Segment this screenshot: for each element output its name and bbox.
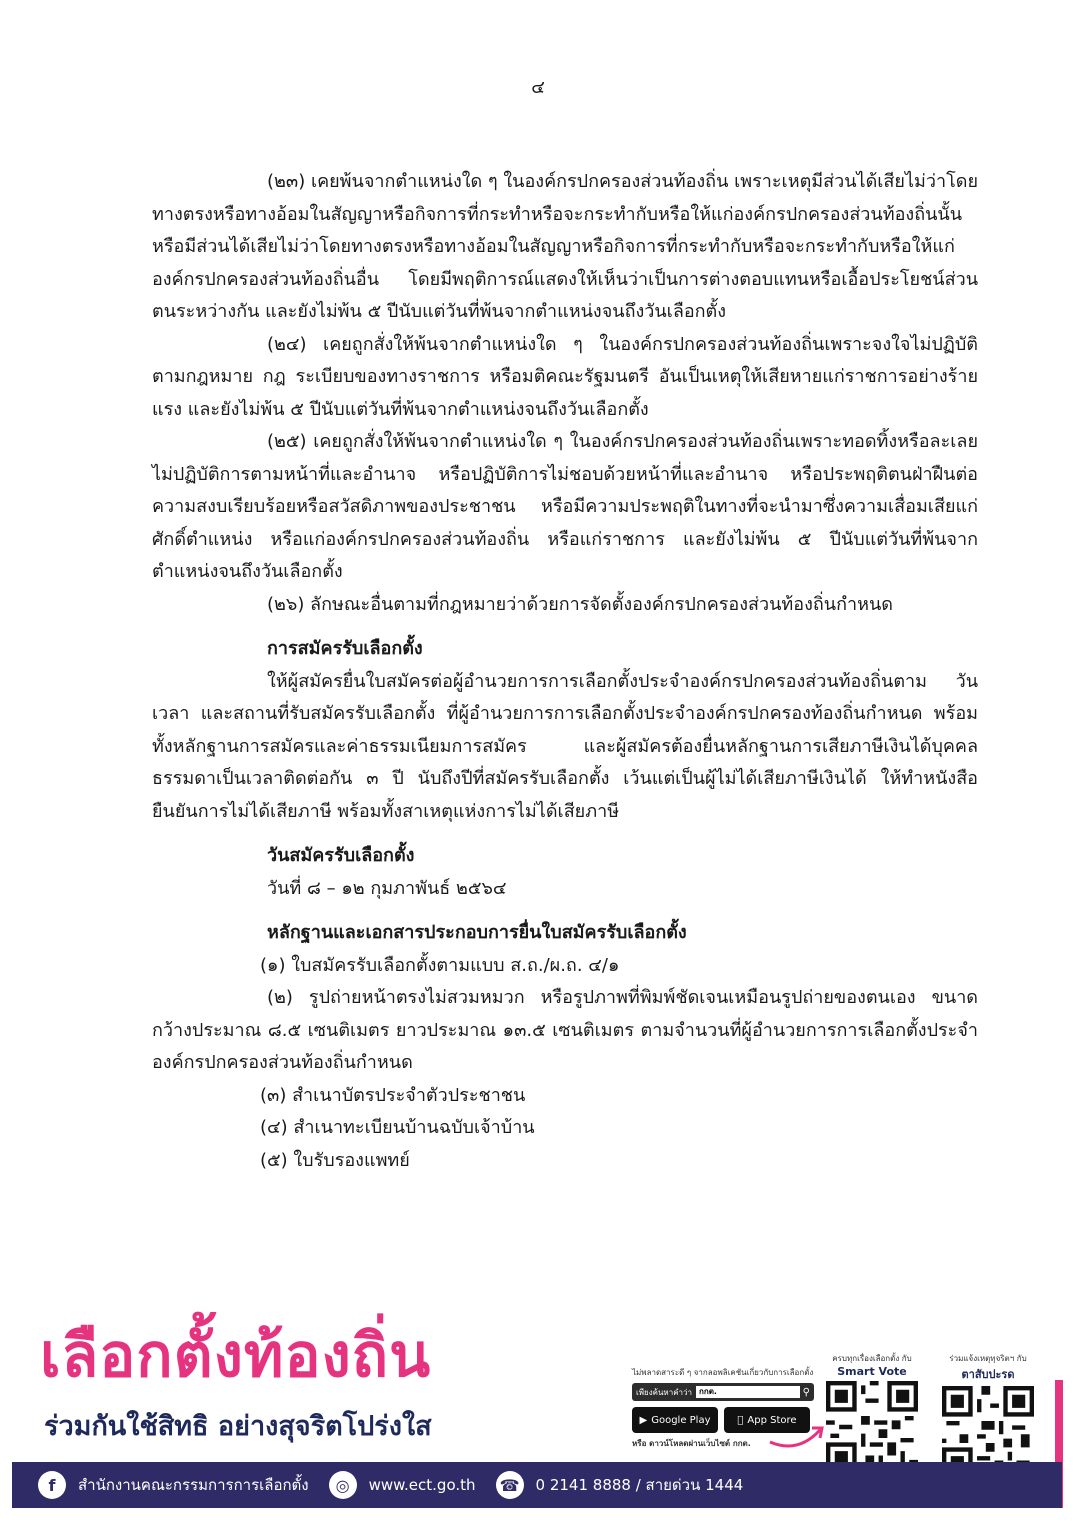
phone-number: 0 2141 8888 / สายด่วน 1444: [535, 1476, 744, 1494]
campaign-subtitle: ร่วมกันใช้สิทธิ อย่างสุจริตโปร่งใส: [44, 1411, 432, 1442]
download-note: หรือ ดาวน์โหลดผ่านเว็บไซต์ กกต.: [632, 1439, 751, 1448]
google-play-badge[interactable]: ▶ Google Play: [632, 1407, 718, 1433]
apple-icon: [737, 1415, 743, 1426]
globe-icon: ◎: [329, 1471, 357, 1499]
item-26: (๒๖) ลักษณะอื่นตามที่กฎหมายว่าด้วยการจัดตั้งองค์กรปกครองส่วนท้องถิ่นกำหนด: [267, 593, 893, 615]
search-value: กกต.: [696, 1386, 800, 1398]
play-icon: ▶: [639, 1414, 648, 1426]
doc-item-5: (๕) ใบรับรองแพทย์: [260, 1149, 410, 1171]
qr-code-icon: [826, 1381, 918, 1473]
section-dates-heading: วันสมัครรับเลือกตั้ง: [267, 845, 415, 866]
item-23: (๒๓) เคยพ้นจากตำแหน่งใด ๆ ในองค์กรปกครองส่วนท้องถิ่น เพราะเหตุมีส่วนได้เสียไม่ว่าโดยทางตรงหรือทางอ้อมในสัญญาหรือกิจการที่กระทำหรือจะกระทำกับหรือให้แก่องค์กรปกครองส่วนท้องถิ่นนั้น หรือมีส่วนได้เสียไม่ว่าโดยทางตรงหรือทางอ้อมในสัญญาหรือกิจการที่กระทำกับหรือจะกระทำกับหรือให้แก่องค์กรปกครองส่วนท้องถิ่นอื่น โดยมีพฤติการณ์แสดงให้เห็นว่าเป็นการต่างตอบแทนหรือเอื้อประโยชน์ส่วนตนระหว่างกัน และยังไม่พ้น ๕ ปีนับแต่วันที่พ้นจากตำแหน่งจนถึงวันเลือกตั้ง: [152, 171, 978, 322]
promo-line: ไม่พลาดสาระดี ๆ จากลอพลิเคชันเกี่ยวกับการเลือกตั้ง: [632, 1368, 814, 1377]
qr2-title: ตาสับปะรด: [961, 1368, 1015, 1381]
doc-item-1: (๑) ใบสมัครรับเลือกตั้งตามแบบ ส.ถ./ผ.ถ. ๔/๑: [260, 954, 620, 976]
search-box: [632, 1383, 814, 1401]
phone-icon: ☎: [496, 1471, 524, 1499]
arrow-icon: [768, 1420, 828, 1450]
org-name: สำนักงานคณะกรรมการการเลือกตั้ง: [78, 1476, 309, 1494]
footer-bar: [12, 1462, 1062, 1508]
facebook-icon[interactable]: f: [38, 1471, 66, 1499]
campaign-title: เลือกตั้งท้องถิ่น: [40, 1321, 432, 1391]
doc-item-2: (๒) รูปถ่ายหน้าตรงไม่สวมหมวก หรือรูปภาพที่พิมพ์ชัดเจนเหมือนรูปถ่ายของตนเอง ขนาดกว้างประมาณ ๘.๕ เซนติเมตร ยาวประมาณ ๑๓.๕ เซนติเมตร ตามจำนวนที่ผู้อำนวยการการเลือกตั้งประจำองค์กรปกครองส่วนท้องถิ่นกำหนด: [152, 987, 978, 1073]
section-docs-heading: หลักฐานและเอกสารประกอบการยื่นใบสมัครรับเลือกตั้ง: [267, 922, 687, 943]
item-25: (๒๕) เคยถูกสั่งให้พ้นจากตำแหน่งใด ๆ ในองค์กรปกครองส่วนท้องถิ่นเพราะทอดทิ้งหรือละเลยไม่ปฏิบัติการตามหน้าที่และอำนาจ หรือปฏิบัติการไม่ชอบด้วยหน้าที่และอำนาจ หรือประพฤติตนฝ่าฝืนต่อความสงบเรียบร้อยหรือสวัสดิภาพของประชาชน หรือมีความประพฤติในทางที่จะนำมาซึ่งความเสื่อมเสียแก่ศักดิ์ตำแหน่ง หรือแก่องค์กรปกครองส่วนท้องถิ่น หรือแก่ราชการ และยังไม่พ้น ๕ ปีนับแต่วันที่พ้นจากตำแหน่งจนถึงวันเลือกตั้ง: [152, 431, 978, 582]
search-icon: ⚲: [802, 1386, 810, 1398]
app-store-badge[interactable]: App Store: [724, 1407, 810, 1433]
website-link[interactable]: www.ect.go.th: [368, 1476, 476, 1494]
doc-item-3: (๓) สำเนาบัตรประจำตัวประชาชน: [260, 1084, 526, 1106]
doc-item-4: (๔) สำเนาทะเบียนบ้านฉบับเจ้าบ้าน: [260, 1117, 535, 1138]
section-apply-heading: การสมัครรับเลือกตั้ง: [267, 638, 423, 659]
document-body: [152, 166, 978, 1177]
section-apply-text: ให้ผู้สมัครยื่นใบสมัครต่อผู้อำนวยการการเลือกตั้งประจำองค์กรปกครองส่วนท้องถิ่นตาม วัน เวลา และสถานที่รับสมัครรับเลือกตั้ง ที่ผู้อำนวยการการเลือกตั้งประจำองค์กรปกครองท้องถิ่นกำหนด พร้อมทั้งหลักฐานการสมัครและค่าธรรมเนียมการสมัคร และผู้สมัครต้องยื่นหลักฐานการเสียภาษีเงินได้บุคคลธรรมดาเป็นเวลาติดต่อกัน ๓ ปี นับถึงปีที่สมัครรับเลือกตั้ง เว้นแต่เป็นผู้ไม่ได้เสียภาษีเงินได้ ให้ทำหนังสือยืนยันการไม่ได้เสียภาษี พร้อมทั้งสาเหตุแห่งการไม่ได้เสียภาษี: [152, 670, 978, 822]
page-number: ๔: [531, 77, 545, 98]
qr-smart-vote[interactable]: [822, 1352, 922, 1477]
search-label: เพียงค้นหาคำว่า: [636, 1387, 693, 1397]
qr1-title: Smart Vote: [837, 1365, 907, 1378]
item-24: (๒๔) เคยถูกสั่งให้พ้นจากตำแหน่งใด ๆ ในองค์กรปกครองส่วนท้องถิ่นเพราะจงใจไม่ปฏิบัติตามกฎหมาย กฎ ระเบียบของทางราชการ หรือมติคณะรัฐมนตรี อันเป็นเหตุให้เสียหายแก่ราชการอย่างร้ายแรง และยังไม่พ้น ๕ ปีนับแต่วันที่พ้นจากตำแหน่งจนถึงวันเลือกตั้ง: [152, 333, 978, 420]
qr1-caption: ครบทุกเรื่องเลือกตั้ง กับ: [832, 1354, 912, 1363]
qr2-caption: ร่วมแจ้งเหตุทุจริตฯ กับ: [949, 1354, 1027, 1363]
section-dates-text: วันที่ ๘ – ๑๒ กุมภาพันธ์ ๒๕๖๔: [267, 877, 507, 899]
